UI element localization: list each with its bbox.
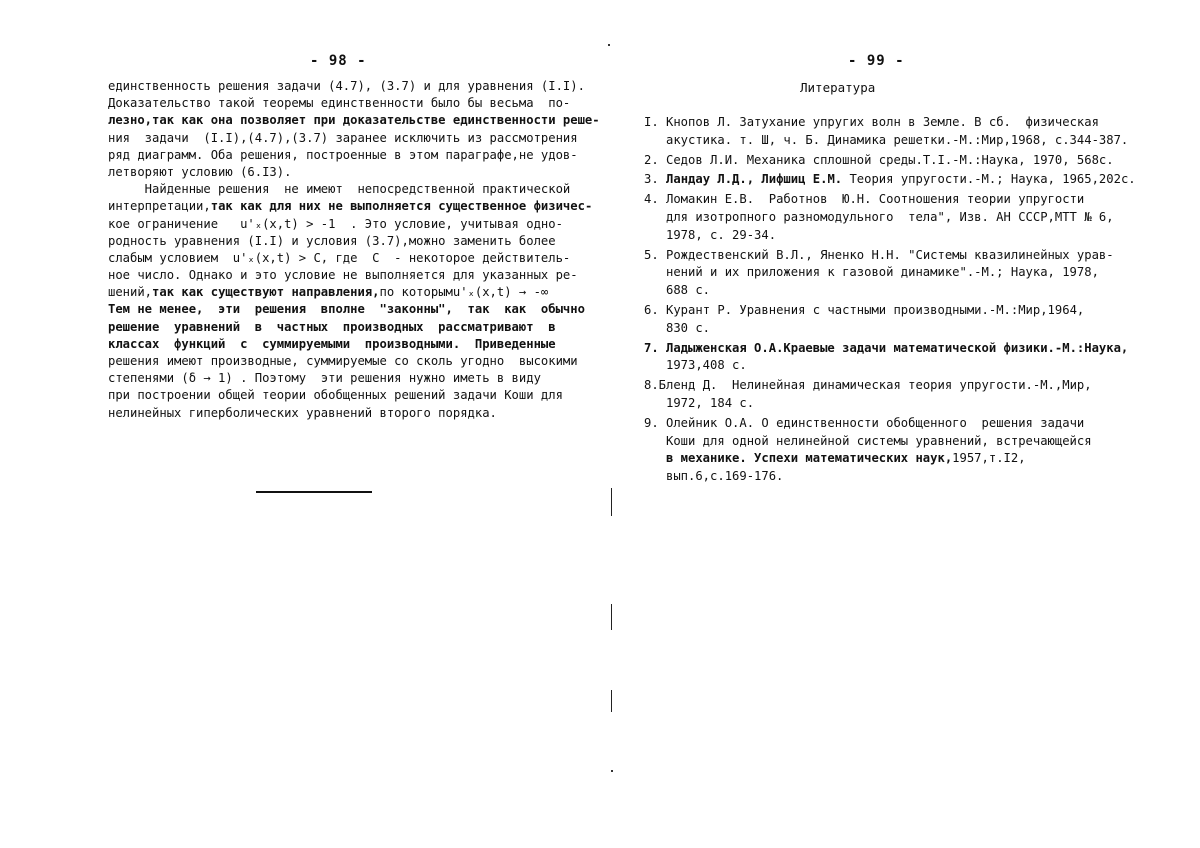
body-line [108, 130, 586, 147]
reference-line [644, 247, 1114, 265]
reference-item [644, 191, 1114, 244]
text-run: интерпретации, [108, 199, 211, 214]
text-run: ния задачи (I.I),(4.7),(3.7) заранее исключить из рассмотрения [108, 130, 578, 145]
body-line [108, 233, 586, 250]
gutter-mark [611, 690, 612, 712]
text-run: степенями (δ → 1) . Поэтому эти решения нужно иметь в виду [108, 371, 541, 386]
text-run: I. Кнопов Л. Затухание упругих волн в Земле. В сб. физическая [644, 115, 1099, 129]
text-run: по которым [379, 285, 453, 300]
scan-speck [611, 770, 613, 772]
text-run: 4. Ломакин Е.В. Работнов Ю.Н. Соотношения теории упругости [644, 192, 1085, 207]
reference-item [644, 152, 1114, 170]
reference-item [644, 302, 1114, 338]
text-run: u'ₓ(x,t) → -∞ [452, 285, 549, 300]
text-run: классах функций с суммируемыми производными. Приведенные [108, 336, 556, 351]
reference-line [644, 114, 1114, 132]
body-line [108, 78, 586, 95]
scan-speck [608, 44, 610, 46]
text-run: 7. Ладыженская О.А.Краевые задачи математической физики.-М.:Наука, [644, 340, 1129, 355]
body-line [108, 112, 600, 129]
text-run: для изотропного разномодульного тела", Изв. АН СССР,МТТ № 6, [666, 209, 1114, 224]
reference-item [644, 171, 1136, 189]
reference-item [644, 114, 1129, 150]
body-line [108, 250, 586, 267]
text-run: Найденные решения не имеют непосредственной практической [108, 182, 571, 197]
text-run: 830 с. [666, 320, 711, 335]
right-page-number: - 99 - [848, 53, 905, 69]
reference-line [644, 227, 1114, 245]
body-line [108, 353, 586, 370]
reference-line [644, 282, 1114, 300]
text-run: 5. Рождественский В.Л., Яненко Н.Н. "Системы квазилинейных урав- [644, 247, 1114, 262]
text-run: слабым условием u'ₓ(x,t) > C, где C - некоторое действитель- [108, 250, 571, 265]
gutter-mark [611, 488, 612, 516]
reference-line [644, 395, 1114, 413]
text-run: 3. [644, 172, 667, 187]
body-line [108, 301, 586, 318]
text-run: нений и их приложения к газовой динамике".-М.; Наука, 1978, [666, 265, 1099, 280]
reference-line [644, 209, 1114, 227]
text-run: вып.6,с.169-176. [666, 469, 784, 484]
reference-line [644, 377, 1114, 395]
text-run: при построении общей теории обобщенных решений задачи Коши для [108, 388, 563, 403]
reference-item [644, 247, 1114, 300]
body-line [108, 147, 586, 164]
body-line [108, 319, 586, 336]
text-run: Теория упругости.-М.; Наука, 1965,202с. [842, 172, 1136, 187]
text-run: акустика. т. Ш, ч. Б. Динамика решетки.-М.:Мир,1968, с.344-387. [666, 132, 1129, 147]
body-line [108, 198, 593, 215]
text-run: 1957,т.I2, [952, 451, 1026, 466]
reference-line [644, 171, 1136, 189]
references-heading: Литература [800, 80, 876, 95]
text-run: так как существуют направления, [152, 285, 380, 300]
reference-item [644, 377, 1114, 413]
text-run: 9. Олейник О.А. О единственности обобщенного решения задачи [644, 415, 1085, 430]
text-run: в механике. Успехи математических наук, [666, 451, 953, 466]
text-run: решение уравнений в частных производных рассматривают в [108, 319, 556, 334]
body-line [108, 164, 586, 181]
text-run: летворяют условию (6.I3). [108, 164, 292, 179]
body-line [108, 336, 586, 353]
reference-line [644, 415, 1114, 433]
body-line [108, 267, 586, 284]
reference-item [644, 340, 1129, 376]
text-run: 6. Курант Р. Уравнения с частными производными.-М.:Мир,1964, [644, 302, 1085, 317]
references-list [644, 114, 1136, 488]
text-run: единственность решения задачи (4.7), (3.7) и для уравнения (I.I). [108, 79, 585, 93]
text-run: родность уравнения (I.I) и условия (3.7),можно заменить более [108, 233, 556, 248]
text-run: 1973,408 с. [666, 358, 747, 373]
reference-line [644, 132, 1129, 150]
text-run: кое ограничение u'ₓ(x,t) > -1 . Это условие, учитывая одно- [108, 216, 563, 231]
reference-line [644, 302, 1114, 320]
text-run: Тем не менее, эти решения вполне "законны", так как обычно [108, 302, 585, 317]
body-line [108, 405, 586, 422]
text-run: лезно,так как она позволяет при доказательстве единственности реше- [108, 113, 600, 128]
text-run: шений, [108, 285, 153, 300]
reference-line [644, 340, 1129, 358]
reference-line [644, 357, 1114, 375]
reference-line [644, 152, 1114, 170]
body-line [108, 216, 586, 233]
text-run: так как для них не выполняется существенное физичес- [210, 199, 593, 214]
reference-line [644, 264, 1114, 282]
gutter-mark [611, 604, 612, 630]
body-line [108, 370, 586, 387]
text-run: 1978, с. 29-34. [666, 227, 777, 242]
left-page-body [108, 78, 600, 422]
reference-line [644, 433, 1114, 451]
reference-line [644, 320, 1114, 338]
body-line [108, 387, 586, 404]
text-run: нелинейных гиперболических уравнений второго порядка. [108, 405, 497, 420]
left-page-number: - 98 - [310, 53, 367, 69]
body-line [108, 181, 586, 198]
text-run: Коши для одной нелинейной системы уравнений, встречающейся [666, 433, 1092, 448]
reference-line [644, 450, 1114, 468]
text-run: решения имеют производные, суммируемые со сколь угодно высокими [108, 354, 578, 368]
reference-item [644, 415, 1114, 486]
text-run: 1972, 184 с. [666, 395, 755, 410]
text-run: 2. Седов Л.И. Механика сплошной среды.Т.I.-М.:Наука, 1970, 568с. [644, 152, 1114, 167]
body-line [108, 284, 586, 301]
text-run: Доказательство такой теоремы единственности было бы весьма по- [108, 96, 571, 111]
text-run: Ландау Л.Д., Лифшиц Е.М. [666, 172, 843, 187]
text-run: 688 с. [666, 283, 711, 298]
text-run: 8.Бленд Д. Нелинейная динамическая теория упругости.-М.,Мир, [644, 378, 1092, 393]
reference-line [644, 468, 1114, 486]
section-end-rule [256, 491, 372, 493]
text-run: ное число. Однако и это условие не выполняется для указанных ре- [108, 268, 578, 283]
text-run: ряд диаграмм. Оба решения, построенные в этом параграфе,не удов- [108, 147, 578, 162]
body-line [108, 95, 586, 112]
reference-line [644, 191, 1114, 209]
